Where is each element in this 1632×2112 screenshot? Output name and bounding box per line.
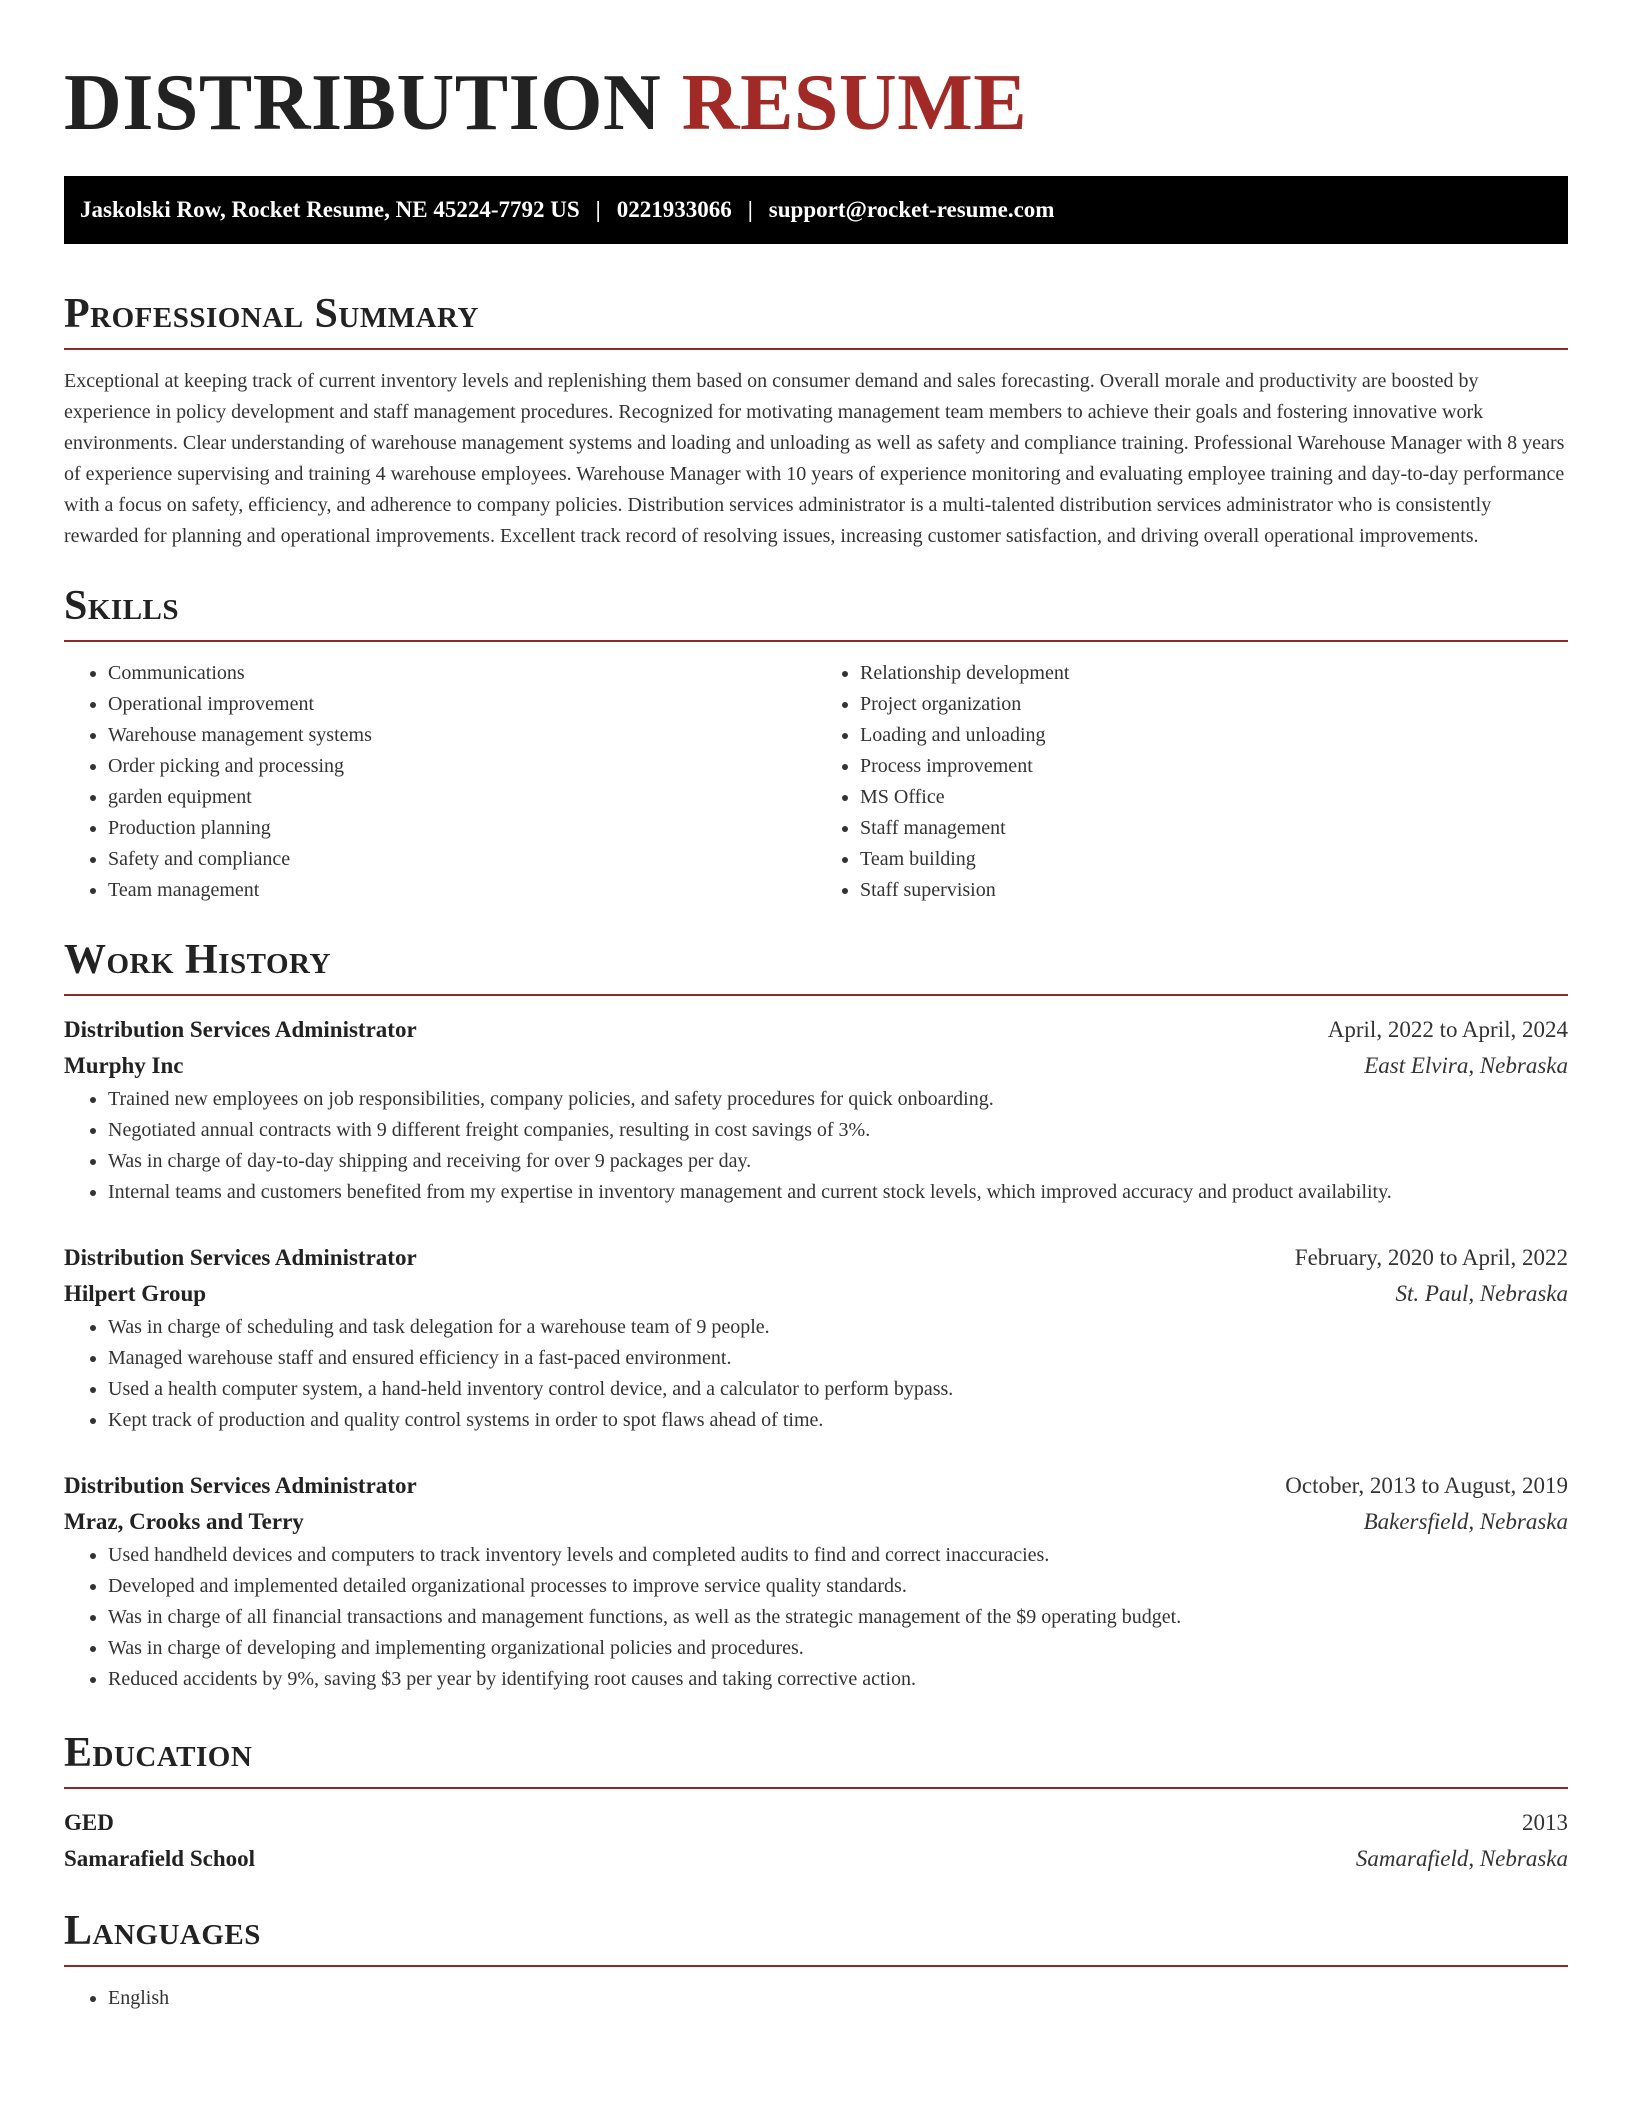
job-duty-item: • Negotiated annual contracts with 9 different freight companies, resulting in cost savings of 3%.: [108, 1115, 1568, 1146]
job-duty-item: • Reduced accidents by 9%, saving $3 per year by identifying root causes and taking corrective action.: [108, 1664, 1568, 1695]
language-item: • English: [108, 1983, 1568, 2014]
job-company: Murphy Inc: [64, 1053, 184, 1078]
contact-email: support@rocket-resume.com: [768, 197, 1055, 222]
section-divider: [64, 640, 1568, 642]
job-duty-item: • Developed and implemented detailed organizational processes to improve service quality standards.: [108, 1571, 1568, 1602]
skills-heading: Skills: [64, 583, 180, 629]
skill-item: • Safety and compliance: [108, 844, 816, 875]
skill-item: • Process improvement: [860, 751, 1568, 782]
job-title: Distribution Services Administrator: [64, 1473, 417, 1498]
job-entry: [64, 1012, 1568, 1208]
job-company-row: [64, 1276, 1568, 1312]
education-degree-row: [64, 1805, 1568, 1841]
job-company: Hilpert Group: [64, 1281, 207, 1306]
job-duty-item: • Trained new employees on job responsibilities, company policies, and safety procedures for quick onboarding.: [108, 1084, 1568, 1115]
education-year: 2013: [1522, 1810, 1568, 1835]
job-duty-item: • Used a health computer system, a hand-held inventory control device, and a calculator to perform bypass.: [108, 1374, 1568, 1405]
job-title: Distribution Services Administrator: [64, 1245, 417, 1270]
languages-list: [64, 1983, 1568, 2014]
job-entry: [64, 1468, 1568, 1695]
job-duty-item: • Managed warehouse staff and ensured efficiency in a fast-paced environment.: [108, 1343, 1568, 1374]
job-duty-item: • Was in charge of day-to-day shipping and receiving for over 9 packages per day.: [108, 1146, 1568, 1177]
education-school: Samarafield School: [64, 1846, 256, 1871]
skill-item: • Relationship development: [860, 658, 1568, 689]
work-history-heading: Work History: [64, 937, 331, 983]
job-duty-item: • Was in charge of all financial transactions and management functions, as well as the strategic management of the $9 operating budget.: [108, 1602, 1568, 1633]
skills-columns: [64, 658, 1568, 906]
job-header-row: [64, 1012, 1568, 1048]
summary-heading: Professional Summary: [64, 291, 479, 337]
job-company-row: [64, 1048, 1568, 1084]
skill-item: • Project organization: [860, 689, 1568, 720]
title-part-2: RESUME: [681, 59, 1028, 147]
resume-title: [64, 58, 1568, 148]
job-duty-item: • Used handheld devices and computers to track inventory levels and completed audits to find and correct inaccuracies.: [108, 1540, 1568, 1571]
job-dates: February, 2020 to April, 2022: [1294, 1245, 1568, 1270]
job-duties-list: [64, 1084, 1568, 1208]
job-header-row: [64, 1468, 1568, 1504]
skills-list-left: [64, 658, 816, 906]
job-dates: April, 2022 to April, 2024: [1327, 1017, 1568, 1042]
education-degree: GED: [64, 1810, 114, 1835]
contact-phone: 0221933066: [616, 197, 732, 222]
skill-item: • MS Office: [860, 782, 1568, 813]
job-company-row: [64, 1504, 1568, 1540]
section-divider: [64, 1787, 1568, 1789]
contact-separator: |: [747, 197, 753, 222]
skill-item: • Warehouse management systems: [108, 720, 816, 751]
summary-text: Exceptional at keeping track of current inventory levels and replenishing them based on consumer demand and sales forecasting. Overall morale and productivity are boosted by experience in policy development and staff management procedures. Recognized for motivating management team members to achieve their goals and fostering innovative work environments. Clear understanding of warehouse management systems and loading and unloading as well as safety and compliance training. Professional Warehouse Manager with 8 years of experience supervising and training 4 warehouse employees. Warehouse Manager with 10 years of experience monitoring and evaluating employee training and day-to-day performance with a focus on safety, efficiency, and adherence to company policies. Distribution services administrator is a multi-talented distribution services administrator who is consistently rewarded for planning and operational improvements. Excellent track record of resolving issues, increasing customer satisfaction, and driving overall operational improvements.: [64, 370, 1565, 547]
contact-bar: [64, 176, 1568, 244]
job-location: East Elvira, Nebraska: [1364, 1053, 1568, 1078]
languages-section: [64, 1905, 1568, 2014]
education-location: Samarafield, Nebraska: [1355, 1846, 1568, 1871]
education-school-row: [64, 1841, 1568, 1877]
section-divider: [64, 348, 1568, 350]
job-duty-item: • Internal teams and customers benefited from my expertise in inventory management and current stock levels, which improved accuracy and product availability.: [108, 1177, 1568, 1208]
job-entry: [64, 1240, 1568, 1436]
job-duty-item: • Kept track of production and quality control systems in order to spot flaws ahead of time.: [108, 1405, 1568, 1436]
skills-list-right: [816, 658, 1568, 906]
job-location: Bakersfield, Nebraska: [1363, 1509, 1568, 1534]
job-location: St. Paul, Nebraska: [1395, 1281, 1568, 1306]
skill-item: • Staff management: [860, 813, 1568, 844]
title-part-1: DISTRIBUTION: [64, 59, 662, 147]
skill-item: • garden equipment: [108, 782, 816, 813]
skill-item: • Operational improvement: [108, 689, 816, 720]
skill-item: • Order picking and processing: [108, 751, 816, 782]
section-divider: [64, 1965, 1568, 1967]
contact-separator: |: [595, 197, 601, 222]
job-header-row: [64, 1240, 1568, 1276]
summary-section: [64, 288, 1568, 552]
job-duties-list: [64, 1540, 1568, 1695]
job-duties-list: [64, 1312, 1568, 1436]
job-dates: October, 2013 to August, 2019: [1285, 1473, 1568, 1498]
work-history-section: [64, 934, 1568, 1695]
section-divider: [64, 994, 1568, 996]
skill-item: • Team management: [108, 875, 816, 906]
education-heading: Education: [64, 1730, 253, 1776]
skill-item: • Loading and unloading: [860, 720, 1568, 751]
skills-section: [64, 580, 1568, 906]
skill-item: • Staff supervision: [860, 875, 1568, 906]
contact-address: Jaskolski Row, Rocket Resume, NE 45224-7792 US: [80, 197, 580, 222]
job-duty-item: • Was in charge of scheduling and task delegation for a warehouse team of 9 people.: [108, 1312, 1568, 1343]
languages-heading: Languages: [64, 1908, 261, 1954]
job-company: Mraz, Crooks and Terry: [64, 1509, 304, 1534]
skill-item: • Production planning: [108, 813, 816, 844]
education-section: [64, 1727, 1568, 1877]
skill-item: • Team building: [860, 844, 1568, 875]
job-duty-item: • Was in charge of developing and implementing organizational policies and procedures.: [108, 1633, 1568, 1664]
skill-item: • Communications: [108, 658, 816, 689]
job-title: Distribution Services Administrator: [64, 1017, 417, 1042]
